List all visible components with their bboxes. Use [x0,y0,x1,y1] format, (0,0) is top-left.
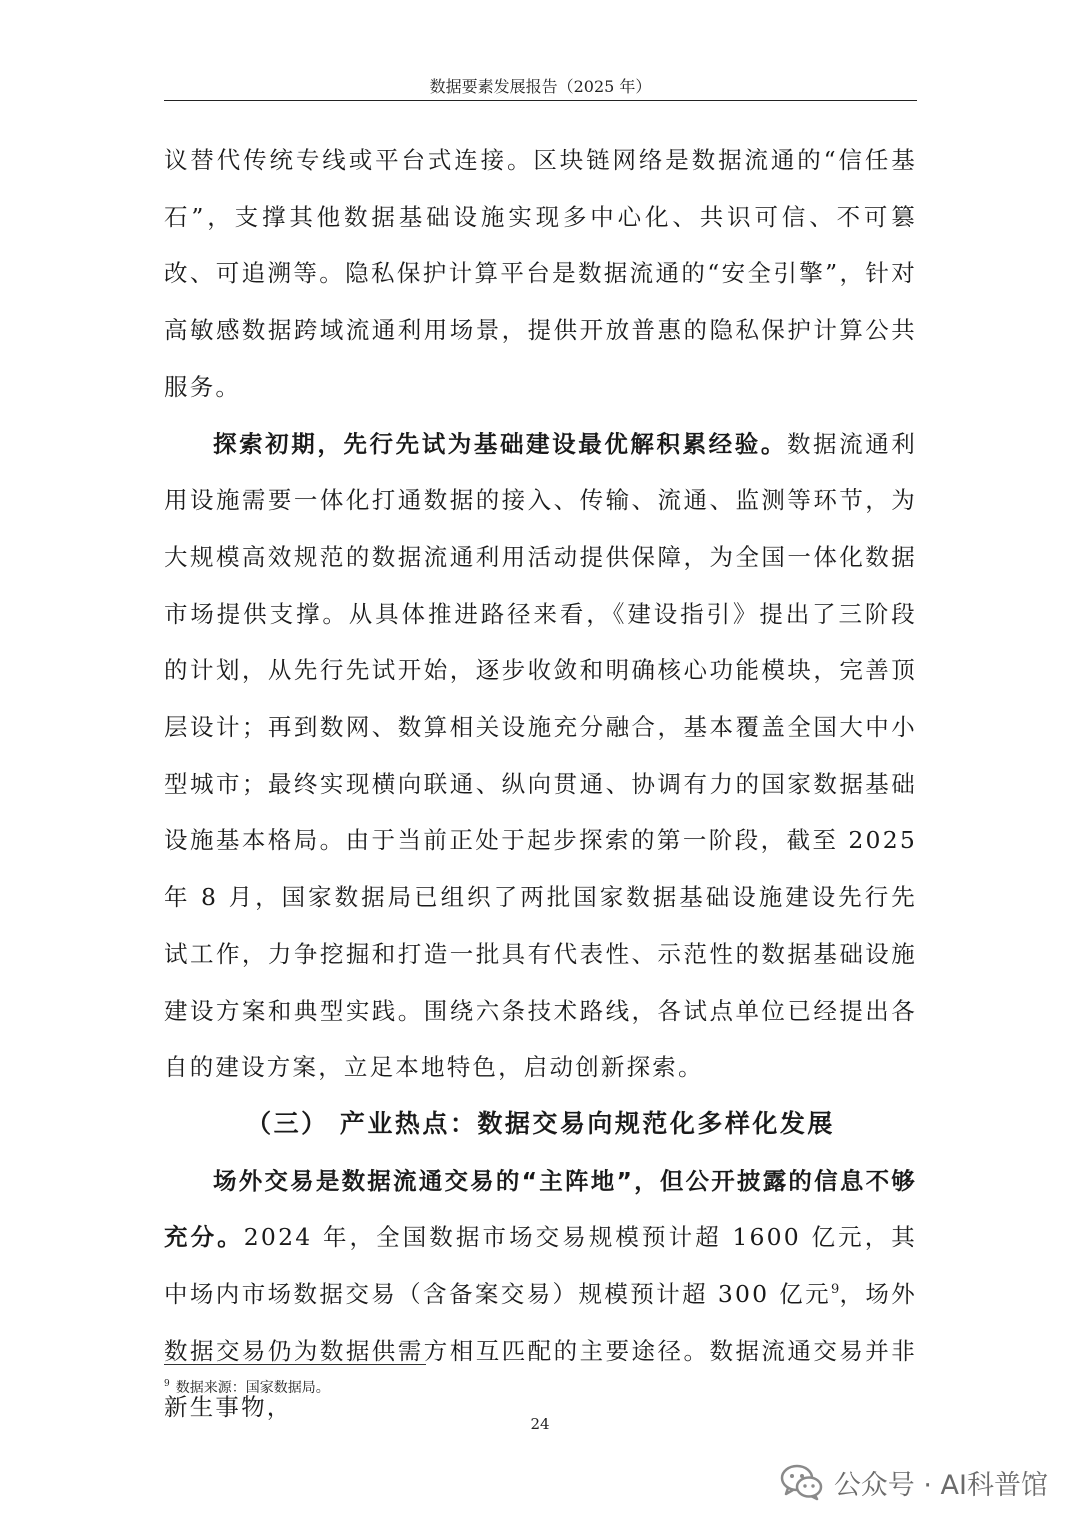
paragraph-1: 议替代传统专线或平台式连接。区块链网络是数据流通的“信任基石”，支撑其他数据基础设施实现多中心化、共识可信、不可篡改、可追溯等。隐私保护计算平台是数据流通的“安全引擎”，针对高敏感数据跨域流通利用场景，提供开放普惠的隐私保护计算公共服务。 [164,146,917,401]
footnote-number: 9 [164,1379,170,1390]
header-divider [164,100,917,101]
paragraph-2-body: 数据流通利用设施需要一体化打通数据的接入、传输、流通、监测等环节，为大规模高效规范的数据流通利用活动提供保障，为全国一体化数据市场提供支撑。从具体推进路径来看，《建设指引》提出了三阶段的计划，从先行先试开始，逐步收敛和明确核心功能模块，完善顶层设计；再到数网、数算相关设施充分融合，基本覆盖全国大中小型城市；最终实现横向联通、纵向贯通、协调有力的国家数据基础设施基本格局。由于当前正处于起步探索的第一阶段，截至 2025 年 8 月，国家数据局已组织了两批国家数据基础设施建设先行先试工作，力争挖掘和打造一批具有代表性、示范性的数据基础设施建设方案和典型实践。围绕六条技术路线，各试点单位已经提出各自的建设方案，立足本地特色，启动创新探索。 [164,429,918,1082]
watermark [780,1460,1048,1504]
footnote-divider [164,1364,426,1365]
paragraph-2 [164,416,917,1096]
page-number: 24 [530,1415,550,1433]
watermark-text: 公众号 · AI科普馆 [833,1469,1048,1501]
footnote-reference[interactable]: 9 [831,1282,840,1298]
footnote [164,1378,330,1398]
paragraph-2-lead: 探索初期，先行先试为基础建设最优解积累经验。 [213,429,787,458]
paragraph-3-body-part1: 2024 年，全国数据市场交易规模预计超 1600 亿元，其中场内市场数据交易（含备案交易）规模预计超 300 亿元 [164,1223,917,1309]
footnote-text: 数据来源：国家数据局。 [175,1380,330,1396]
paragraph-3-body-part2: ，场外数据交易仍为数据供需方相互匹配的主要途径。数据流通交易并非新生事物， [164,1280,917,1422]
section-heading: （三） 产业热点：数据交易向规范化多样化发展 [246,1108,835,1138]
paragraph-3-lead: 场外交易是数据流通交易的“主阵地”，但公开披露的信息不够充分。 [164,1166,917,1252]
wechat-icon [780,1463,824,1501]
body-text [164,132,917,1436]
page-header-title: 数据要素发展报告（2025 年） [429,77,652,96]
